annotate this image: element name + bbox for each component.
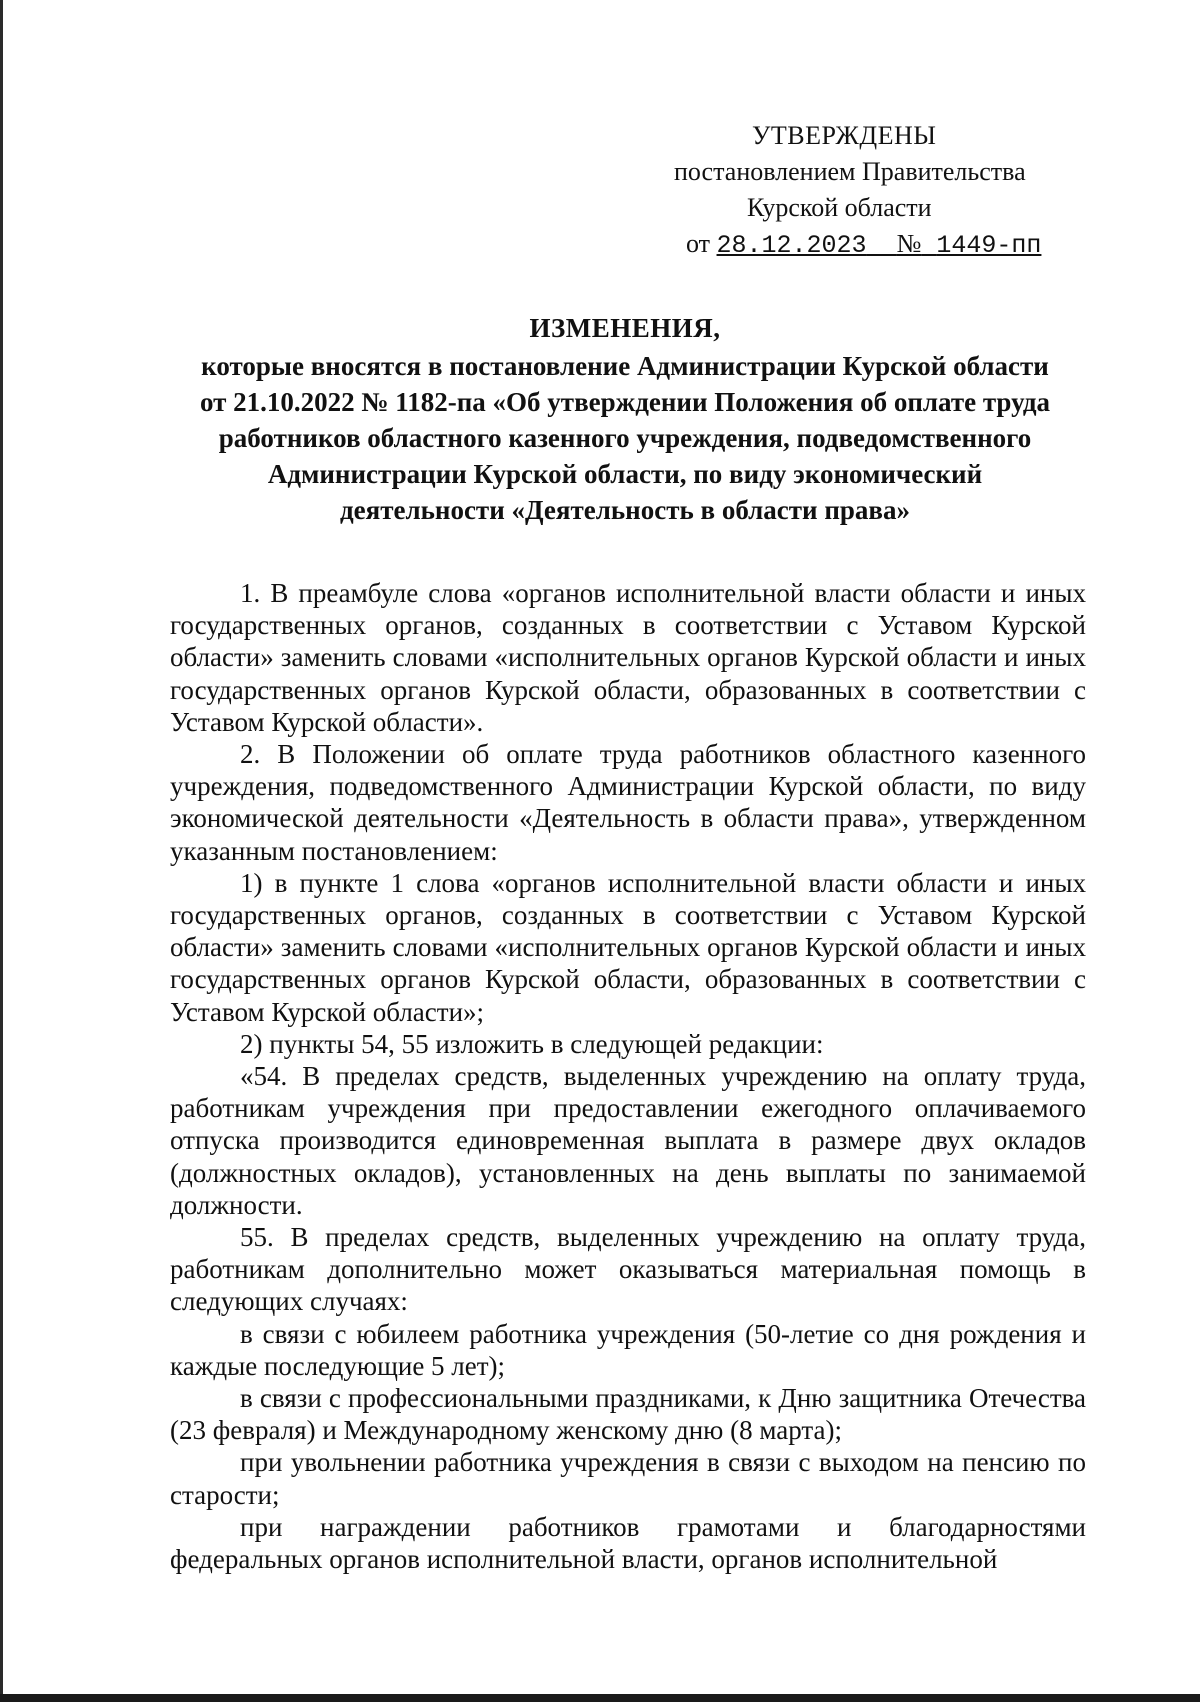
paragraph-item-2: 2) пункты 54, 55 изложить в следующей редакции: xyxy=(240,1028,824,1059)
title-line: работников областного казенного учреждения, подведомственного xyxy=(218,423,1032,453)
scan-bottom-edge xyxy=(0,1694,1200,1702)
title-line: деятельности «Деятельность в области права» xyxy=(339,495,911,525)
approval-resolution: постановлением Правительства xyxy=(674,157,1026,186)
document-body xyxy=(170,577,1086,1575)
approval-region: Курской области xyxy=(747,193,932,222)
approval-stamp-block xyxy=(600,118,1120,264)
title-line: от 21.10.2022 № 1182-па «Об утверждении Положения об оплате труда xyxy=(199,387,1051,417)
title-line: Администрации Курской области, по виду экономический xyxy=(267,459,983,489)
title-line: которые вносятся в постановление Администрации Курской области xyxy=(201,351,1049,381)
approval-title: УТВЕРЖДЕНЫ xyxy=(752,121,937,150)
date-prefix: от xyxy=(686,229,711,258)
document-title xyxy=(160,310,1090,528)
paragraph-case-awards: при награждении работников грамотами и благодарностями федеральных органов исполнительной власти, органов исполнительной xyxy=(170,1511,1086,1575)
paragraph-case-retirement: при увольнении работника учреждения в связи с выходом на пенсию по старости; xyxy=(170,1447,1086,1510)
paragraph-regulation: 2. В Положении об оплате труда работников областного казенного учреждения, подведомственного Администрации Курской области, по виду экономической деятельности «Деятельность в области права», утвержденном указанным постановлением: xyxy=(170,739,1086,866)
paragraph-point-54: «54. В пределах средств, выделенных учреждению на оплату труда, работникам учреждения при предоставлении ежегодного оплачиваемого отпуска производится единовременная выплата в размере двух окладов (должностных окладов), установленных на день выплаты по занимаемой должности. xyxy=(170,1061,1086,1220)
paragraph-point-55: 55. В пределах средств, выделенных учреждению на оплату труда, работникам дополнительно может оказываться материальная помощь в следующих случаях: xyxy=(170,1222,1086,1317)
scan-left-edge xyxy=(0,0,3,1702)
paragraph-case-jubilee: в связи с юбилеем работника учреждения (50-летие со дня рождения и каждые последующие 5 лет); xyxy=(170,1318,1086,1381)
number-sign: № xyxy=(896,229,922,258)
approval-date-line xyxy=(600,226,1120,264)
paragraph-preamble: 1. В преамбуле слова «органов исполнительной власти области и иных государственных органов, созданных в соответствии с Уставом Курской области» заменить словами «исполнительных органов Курской области и иных государственных органов Курской области, образованных в соответствии с Уставом Курской области». xyxy=(170,578,1086,737)
paragraph-case-holidays: в связи с профессиональными праздниками, к Дню защитника Отечества (23 февраля) и Международному женскому дню (8 марта); xyxy=(170,1383,1086,1446)
title-heading: ИЗМЕНЕНИЯ, xyxy=(529,313,721,343)
paragraph-item-1: 1) в пункте 1 слова «органов исполнительной власти области и иных государственных органов, созданных в соответствии с Уставом Курской области» заменить словами «исполнительных органов Курской области и иных государственных органов Курской области, образованных в соответствии с Уставом Курской области»; xyxy=(170,867,1086,1027)
approval-number: 1449-пп xyxy=(936,231,1042,260)
approval-date: 28.12.2023 xyxy=(716,231,867,260)
